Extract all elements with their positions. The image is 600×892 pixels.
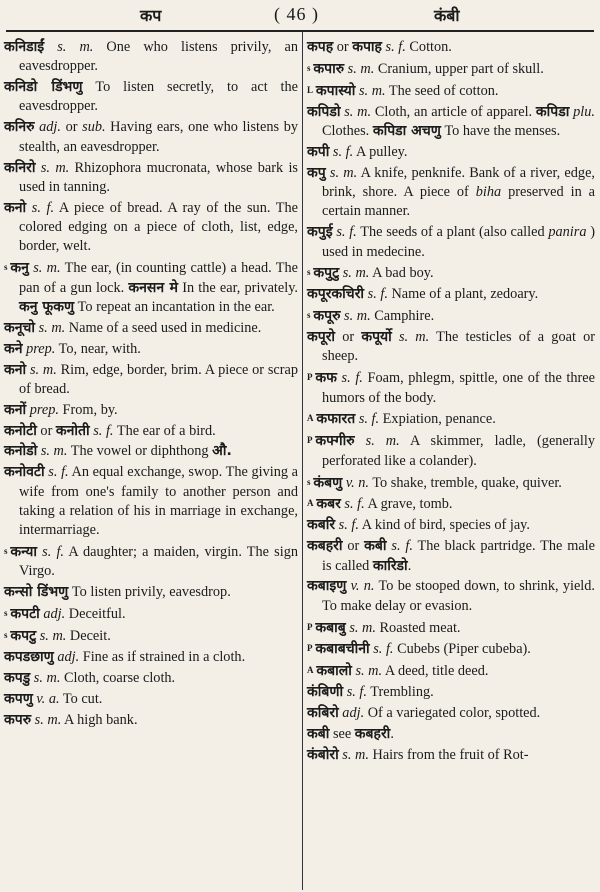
definition-text: see <box>329 726 355 743</box>
dictionary-entry <box>4 711 298 730</box>
definition-text: . <box>390 726 394 743</box>
dictionary-entry <box>307 494 595 514</box>
headword: कपूरु <box>313 308 341 325</box>
headword: कारिडो <box>372 557 408 574</box>
origin-marker: s <box>4 546 8 557</box>
dictionary-entry <box>4 442 298 461</box>
dictionary-entry <box>4 118 298 157</box>
left-column <box>4 38 298 732</box>
definition-text: A knife, penknife. Bank of a river, edge, brink, shore. A piece of <box>322 164 595 201</box>
grammar-label: s. f. <box>381 39 406 55</box>
definition-text: A piece of bread. A ray of the sun. The colored edging on a piece of cloth, list, edge, border, welt. <box>19 199 298 255</box>
dictionary-entry <box>4 159 298 198</box>
headword: कपूरकचिरी <box>307 286 365 303</box>
definition-text: To shake, tremble, quake, quiver. <box>369 474 562 491</box>
dictionary-entry <box>4 463 298 540</box>
headword: कपटी <box>10 606 40 623</box>
origin-marker: A <box>307 665 314 676</box>
grammar-label: s. m. <box>35 159 70 176</box>
headword: कबाबचीनी <box>315 641 370 658</box>
dictionary-entry <box>4 361 298 400</box>
origin-marker: s <box>307 267 311 278</box>
definition-text: To have the menses. <box>440 122 561 139</box>
headword: कन्सो डिंभणु <box>4 584 69 601</box>
dictionary-entry <box>307 164 595 222</box>
page-header <box>0 0 600 30</box>
headword: कनोवटी <box>4 464 45 481</box>
dictionary-entry <box>4 38 298 77</box>
dictionary-entry <box>4 542 298 582</box>
grammar-label: s. f. <box>329 143 354 160</box>
definition-text: Cubebs (Piper cubeba). <box>393 641 531 658</box>
definition-text: One who listens privily, an eavesdropper. <box>19 39 298 75</box>
definition-text: Roasted meat. <box>375 619 461 636</box>
headword: कपिडा <box>535 103 570 120</box>
dictionary-entry <box>307 81 595 101</box>
headword: औ. <box>212 443 232 460</box>
headword: कनु <box>10 260 29 277</box>
headword: कबर <box>316 496 341 513</box>
headword: कफ <box>315 370 337 387</box>
grammar-label: v. n. <box>346 578 375 595</box>
dictionary-entry <box>307 473 595 493</box>
grammar-label: s. f. <box>332 224 357 241</box>
grammar-label: s. f. <box>336 370 363 387</box>
definition-text: To listen privily, eavesdrop. <box>68 584 231 601</box>
definition-text: Cloth, coarse cloth. <box>60 669 176 686</box>
grammar-label: s. m. <box>340 308 371 325</box>
definition-text: A kind of bird, species of jay. <box>358 517 530 534</box>
grammar-label: v. a. <box>32 690 60 707</box>
origin-marker: L <box>307 84 314 95</box>
definition-text: Trembling. <box>366 684 434 701</box>
origin-marker: s <box>307 62 311 73</box>
headword: कंबोरो <box>307 746 339 763</box>
definition-text: A deed, title deed. <box>382 663 489 680</box>
dictionary-entry <box>307 306 595 326</box>
headword: कनो <box>4 361 27 378</box>
grammar-label: s. f. <box>340 496 365 513</box>
definition-text: To cut. <box>59 690 103 707</box>
grammar-label: s. f. <box>26 199 55 216</box>
headword: कपी <box>307 143 330 160</box>
definition-text: The seed of cotton. <box>385 82 499 99</box>
origin-marker: P <box>307 372 313 383</box>
headword: कपह <box>307 39 334 55</box>
dictionary-entry <box>307 409 595 429</box>
grammar-label: s. m. <box>391 329 430 346</box>
definition-text: To repeat an incantation in the ear. <box>74 298 275 315</box>
definition-text: preserved in a certain manner. <box>322 184 595 220</box>
grammar-label: plu. <box>569 103 596 120</box>
origin-marker: P <box>307 643 313 654</box>
definition-text: Of a variegated color, spotted. <box>364 705 541 722</box>
grammar-label: s. m. <box>351 663 383 680</box>
dictionary-entry <box>4 604 298 624</box>
headword: कंबिणी <box>307 684 344 701</box>
definition-text: . <box>407 557 412 574</box>
grammar-label: panira <box>548 224 587 241</box>
dictionary-entry <box>4 78 298 117</box>
definition-text: To listen secretly, to act the eavesdropper. <box>19 79 299 115</box>
definition-text: Foam, phlegm, spittle, one of the three humors of the body. <box>322 370 595 406</box>
dictionary-entry <box>307 516 595 535</box>
dictionary-entry <box>307 661 595 681</box>
headword: कनसन मे <box>128 279 179 296</box>
page-number: ( 46 ) <box>274 4 319 24</box>
dictionary-entry <box>307 368 595 408</box>
headword: कनोडो <box>4 443 38 460</box>
dictionary-entry <box>4 648 298 667</box>
dictionary-entry <box>4 422 298 441</box>
headword: कनिरो <box>4 159 36 176</box>
grammar-label: s. f. <box>335 517 359 534</box>
definition-text: Rhizophora mucronata, whose bark is used in tanning. <box>19 159 298 195</box>
grammar-label: s. f. <box>364 286 388 303</box>
headword: कपु <box>307 164 326 181</box>
headword: कन्या <box>10 544 38 561</box>
grammar-label: adj. <box>34 119 61 136</box>
grammar-label: s. m. <box>35 319 66 336</box>
definition-text: Deceit. <box>66 628 111 645</box>
grammar-label: v. n. <box>342 474 369 491</box>
headword: कनोटी <box>4 422 37 439</box>
grammar-label: s. f. <box>355 411 380 428</box>
definition-text: A bad boy. <box>369 265 434 282</box>
dictionary-entry <box>307 704 595 723</box>
dictionary-entry <box>4 199 298 257</box>
definition-text: Hairs from the fruit of Rot- <box>368 746 529 763</box>
headword: कबहरी <box>307 538 343 555</box>
grammar-label: s. m. <box>355 82 386 99</box>
dictionary-entry <box>307 537 595 576</box>
grammar-label: s. f. <box>386 538 413 555</box>
origin-marker: P <box>307 435 313 446</box>
headword: कने <box>4 340 23 357</box>
headword: कपुटु <box>313 265 340 282</box>
definition-text: In the ear, privately. <box>178 279 298 296</box>
headword: कबालो <box>316 663 352 680</box>
definition-text: or <box>36 422 56 439</box>
origin-marker: A <box>307 498 314 509</box>
dictionary-entry <box>307 143 595 162</box>
definition-text: A high bank. <box>61 711 138 728</box>
grammar-label: s. m. <box>44 39 94 55</box>
definition-text: Name of a seed used in medicine. <box>65 319 262 336</box>
grammar-label: s. f. <box>369 641 394 658</box>
grammar-label: adj. <box>338 705 365 722</box>
right-guide-word: कंबी <box>434 8 460 25</box>
headword: कबिरो <box>307 705 339 722</box>
grammar-label: s. m. <box>339 265 370 282</box>
headword: कपुई <box>307 224 333 241</box>
grammar-label: s. m. <box>325 164 358 181</box>
grammar-label: s. f. <box>37 544 64 561</box>
definition-text: From, by. <box>58 401 118 418</box>
dictionary-entry <box>307 725 595 744</box>
grammar-label: adj. <box>39 606 66 623</box>
headword: कपूर्यो <box>361 329 392 346</box>
definition-text: Name of a plant, zedoary. <box>387 286 539 303</box>
dictionary-entry <box>307 59 595 79</box>
dictionary-entry <box>307 223 595 262</box>
origin-marker: s <box>307 310 311 321</box>
headword: कबाइणु <box>307 578 347 595</box>
grammar-label: prep. <box>22 340 56 357</box>
dictionary-entry <box>307 263 595 283</box>
dictionary-entry <box>4 669 298 688</box>
dictionary-entry <box>4 319 298 338</box>
definition-text: Cloth, an article of apparel. <box>371 103 536 120</box>
dictionary-entry <box>307 103 595 142</box>
headword: कबी <box>364 538 387 555</box>
definition-text: Cranium, upper part of skull. <box>374 60 544 77</box>
dictionary-entry <box>4 626 298 646</box>
definition-text: or <box>342 538 365 555</box>
dictionary-entry <box>307 431 595 471</box>
dictionary-entry <box>307 577 595 616</box>
dictionary-entry <box>4 340 298 359</box>
definition-text: The vowel or diphthong <box>67 443 213 460</box>
headword: कनों <box>4 401 27 418</box>
definition-text: Deceitful. <box>65 606 126 623</box>
grammar-label: s. m. <box>36 628 67 645</box>
headword: कपास्यो <box>315 82 356 99</box>
headword: कंबणु <box>313 474 343 491</box>
grammar-label: adj. <box>53 649 80 665</box>
headword: कपडछाणु <box>4 649 54 665</box>
grammar-label: s. f. <box>343 684 367 701</box>
headword: कफ्गीरु <box>315 433 355 450</box>
origin-marker: s <box>4 262 8 273</box>
dictionary-entry <box>4 690 298 709</box>
definition-text: A daughter; a maiden, virgin. The sign Virgo. <box>19 544 298 580</box>
definition-text: A skimmer, ladle, (generally perforated like a colander). <box>322 433 595 469</box>
headword: कपिडा अचणु <box>372 122 441 139</box>
headword: कपिडो <box>307 103 341 120</box>
definition-text: Cotton. <box>405 39 452 55</box>
grammar-label: sub. <box>82 119 106 136</box>
dictionary-entry <box>307 746 595 765</box>
headword: कनिडाईं <box>4 39 45 55</box>
dictionary-entry <box>4 401 298 420</box>
headword: कबाबु <box>315 619 346 636</box>
definition-text: The seeds of a plant (also called <box>356 224 549 241</box>
definition-text: ) used in medecine. <box>322 224 595 260</box>
dictionary-entry <box>307 618 595 638</box>
headword: कनु फूकणु <box>19 298 75 315</box>
origin-marker: P <box>307 621 313 632</box>
dictionary-entry <box>307 285 595 304</box>
headword: कनोती <box>55 422 90 439</box>
definition-text: or <box>60 119 83 136</box>
grammar-label: prep. <box>26 401 59 418</box>
headword: कबहरी <box>354 726 391 743</box>
dictionary-entry <box>307 328 595 367</box>
right-column <box>307 38 595 767</box>
definition-text: Having ears, one who listens by stealth, an eavesdropper. <box>19 119 298 155</box>
header-rule <box>6 30 594 32</box>
origin-marker: s <box>307 476 311 487</box>
dictionary-entry <box>307 38 595 57</box>
definition-text: The ear, (in counting cattle) a head. The pan of a gun lock. <box>19 260 299 296</box>
definition-text: Rim, edge, border, brim. A piece or scrap of bread. <box>19 361 298 397</box>
headword: कनिरु <box>4 119 35 136</box>
definition-text: Expiation, penance. <box>379 411 496 428</box>
headword: कपटु <box>10 628 37 645</box>
headword: कनिडो डिंभणु <box>4 79 83 96</box>
grammar-label: s. m. <box>338 746 369 763</box>
definition-text: A pulley. <box>353 143 408 160</box>
grammar-label: s. m. <box>340 103 372 120</box>
grammar-label: s. m. <box>30 669 61 686</box>
headword: कपरु <box>4 711 32 728</box>
headword: कपडु <box>4 669 31 686</box>
dictionary-entry <box>4 258 298 317</box>
grammar-label: s. f. <box>89 422 114 439</box>
grammar-label: s. m. <box>31 711 62 728</box>
definition-text: A grave, tomb. <box>364 496 453 513</box>
definition-text: or <box>335 329 362 346</box>
headword: कपाह <box>352 39 382 55</box>
headword: कबरि <box>307 517 336 534</box>
grammar-label: s. m. <box>344 60 375 77</box>
headword: कपारु <box>313 60 345 77</box>
definition-text: The ear of a bird. <box>113 422 216 439</box>
grammar-label: s. f. <box>44 464 69 481</box>
headword: कबी <box>307 726 330 743</box>
origin-marker: s <box>4 608 8 619</box>
origin-marker: s <box>4 630 8 641</box>
headword: कपणु <box>4 690 33 707</box>
grammar-label: biha <box>475 184 502 201</box>
headword: कनो <box>4 199 27 216</box>
dictionary-entry <box>307 683 595 702</box>
headword: कपूरो <box>307 329 336 346</box>
definition-text: The testicles of a goat or sheep. <box>322 329 596 365</box>
dictionary-entry <box>4 583 298 602</box>
left-guide-word: कप <box>140 8 162 25</box>
definition-text: The black partridge. The male is called <box>322 538 595 574</box>
headword: कनूचो <box>4 319 36 336</box>
definition-text: Fine as if strained in a cloth. <box>79 649 246 665</box>
grammar-label: s. m. <box>37 443 68 460</box>
definition-text: To be stooped down, to shrink, yield. To make delay or evasion. <box>322 578 595 614</box>
definition-text: An equal exchange, swop. The giving a wife from one's family to another person and taking a relation of his in marriage in exchange, intermarriage. <box>19 464 298 539</box>
origin-marker: A <box>307 413 314 424</box>
definition-text: To, near, with. <box>55 340 141 357</box>
dictionary-entry <box>307 639 595 659</box>
column-divider <box>302 32 303 890</box>
headword: कफारत <box>316 411 356 428</box>
definition-text: Camphire. <box>370 308 435 325</box>
definition-text: or <box>333 39 353 55</box>
definition-text: Clothes. <box>322 122 373 139</box>
grammar-label: s. m. <box>345 619 376 636</box>
grammar-label: s. m. <box>28 260 61 277</box>
grammar-label: s. m. <box>354 433 400 450</box>
grammar-label: s. m. <box>26 361 57 378</box>
